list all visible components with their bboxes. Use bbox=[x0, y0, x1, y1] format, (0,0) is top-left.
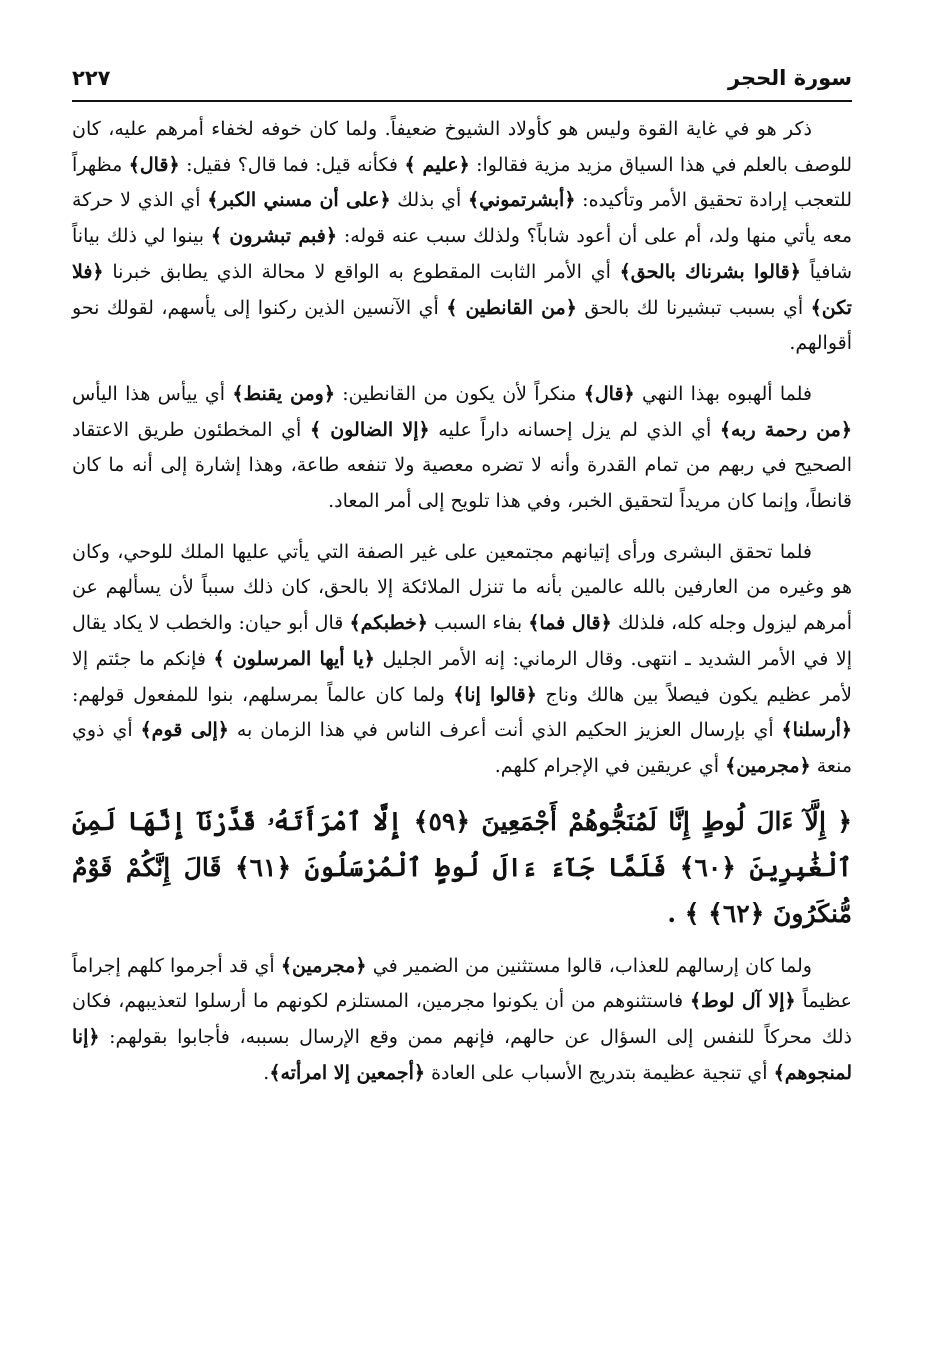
quran-quote: ﴿فلا تكن﴾ bbox=[72, 260, 852, 319]
quran-quote: ﴿فبم تبشرون ﴾ bbox=[210, 225, 338, 248]
commentary-text: أي المخطئون طريق الاعتقاد الصحيح في ربهم من تمام القدرة وأنه لا تضره معصية ولا تنفعه طاعة، وهذا إشارة إلى أنه ما كان قانطاً، وإنما كان مريداً لتحقيق الخبر، وفي هذا تلويح إلى أمر المعاد. bbox=[72, 418, 852, 513]
commentary-text: ولما كان عالماً بمرسلهم، بنوا للمفعول قولهم: bbox=[72, 683, 454, 706]
quran-quote: ﴿يا أيها المرسلون ﴾ bbox=[213, 647, 375, 670]
commentary-text: فلما تحقق البشرى ورأى إتيانهم مجتمعين على غير الصفة التي يأتي عليها الملك للوحي، وكان هو وغيره من العارفين بالله عالمين بأنه ما تنزل الملائكة إلا بالحق، كان ذلك سبباً لأن يسألهم عن أمرهم ليزول وجله كله، فلذلك bbox=[72, 540, 852, 635]
quran-quote: ﴿مجرمين﴾ bbox=[725, 754, 811, 777]
commentary-text: أي الذي لم يزل إحسانه داراً عليه bbox=[429, 418, 720, 441]
header-divider bbox=[72, 100, 852, 102]
commentary-text: أي الآنسين الذين ركنوا إلى يأسهم، لقولك نحو أقوالهم. bbox=[72, 296, 852, 355]
quran-quote: ﴿قال فما﴾ bbox=[528, 612, 612, 635]
quran-quote: ﴿من القانطين ﴾ bbox=[446, 296, 577, 319]
page-number: ٢٢٧ bbox=[72, 66, 111, 90]
quran-quote: ﴿عليم ﴾ bbox=[404, 153, 470, 176]
quran-quote: ﴿خطبكم﴾ bbox=[349, 612, 428, 635]
page-header bbox=[72, 62, 852, 96]
quran-quote: ﴿ومن يقنط﴾ bbox=[232, 382, 335, 405]
page-body bbox=[72, 112, 852, 1091]
commentary-text: قال أبو حيان: والخطب لا يكاد يقال إلا في الأمر الشديد ـ انتهى. وقال الرماني: إنه الأمر الجليل bbox=[72, 612, 852, 670]
quran-quote: ﴿أرسلنا﴾ bbox=[781, 719, 852, 742]
quran-quote: ﴿مجرمين﴾ bbox=[280, 954, 367, 977]
commentary-text: أي بذلك bbox=[390, 189, 468, 212]
quran-quote: ﴿أبشرتموني﴾ bbox=[467, 189, 576, 212]
quran-quote: ﴿إلا الضالون ﴾ bbox=[309, 418, 430, 441]
quran-quote: ﴿إنا لمنجوهم﴾ bbox=[72, 1026, 852, 1084]
commentary-text: . bbox=[263, 1061, 270, 1084]
commentary-text: فكأنه قيل: فما قال؟ فقيل: bbox=[179, 153, 405, 176]
commentary-text: منكراً لأن يكون من القانطين: bbox=[334, 382, 584, 405]
commentary-text: أي الأمر الثابت المقطوع به الواقع لا محالة الذي يطابق خبرنا bbox=[103, 260, 620, 283]
paragraph-3 bbox=[72, 535, 852, 785]
commentary-text: فاستثنوهم من أن يكونوا مجرمين، المستلزم لكونهم ما أرسلوا لتعذيبهم، فكان ذلك محركاً للنفس إلى السؤال عن حالهم، فإنهم ممن وقع الإرسال بسببه، فأجابوا بقولهم: bbox=[72, 990, 852, 1049]
commentary-text: بفاء السبب bbox=[427, 612, 529, 635]
quran-quote: ﴿أجمعين إلا امرأته﴾ bbox=[269, 1061, 426, 1084]
quran-quote: ﴿قالوا إنا﴾ bbox=[453, 683, 537, 706]
commentary-text: ذكر هو في غاية القوة وليس هو كأولاد الشيوخ ضعيفاً. ولما كان خوفه لخفاء أمرهم عليه، كان للوصف بالعلم في هذا السياق مزيد مزية فقالوا: bbox=[72, 118, 852, 176]
commentary-text: أي عريقين في الإجرام كلهم. bbox=[494, 754, 726, 777]
surah-name: سورة الحجر bbox=[727, 66, 852, 90]
commentary-text: بينوا لي ذلك بياناً شافياً bbox=[72, 225, 853, 283]
commentary-text: أي قد أجرموا كلهم إجراماً عظيماً bbox=[72, 954, 852, 1013]
commentary-text: أي تنجية عظيمة بتدريج الأسباب على العادة bbox=[425, 1061, 774, 1084]
paragraph-1 bbox=[72, 112, 852, 362]
commentary-text: ولما كان إرسالهم للعذاب، قالوا مستثنين من الضمير في bbox=[366, 954, 812, 977]
quran-quote: ﴿من رحمة ربه﴾ bbox=[719, 418, 852, 441]
quran-quote: ﴿إلى قوم﴾ bbox=[140, 719, 229, 742]
commentary-text: فإنكم ما جئتم إلا لأمر عظيم يكون فيصلاً بين هالك وناج bbox=[72, 647, 853, 706]
quran-quote: ﴿قال﴾ bbox=[128, 153, 180, 176]
commentary-text: أي ييأس هذا اليأس bbox=[72, 382, 233, 405]
paragraph-2 bbox=[72, 377, 852, 520]
commentary-text: مظهراً للتعجب إرادة تحقيق الأمر وتأكيده: bbox=[72, 153, 852, 212]
paragraph-4 bbox=[72, 949, 852, 1092]
commentary-text: فلما ألهبوه بهذا النهي bbox=[634, 382, 812, 405]
quran-verse-text: ﴿ إِلَّآ ءَالَ لُوطٍ إِنَّا لَمُنَجُّوهُمْ أَجْمَعِينَ ﴿٥٩﴾ إِلَّا ٱمْرَأَتَهُۥ قَدَّرْنَآ إِنَّهَا لَمِنَ ٱلْغَٰبِرِينَ ﴿٦٠﴾ فَلَمَّا جَآءَ ءَالَ لُوطٍ ٱلْمُرْسَلُونَ ﴿٦١﴾ قَالَ إِنَّكُمْ قَوْمٌ مُّنكَرُونَ ﴿٦٢﴾ ﴾ . bbox=[72, 806, 852, 928]
quran-quote: ﴿إلا آل لوط﴾ bbox=[690, 990, 796, 1013]
quran-quote: ﴿قال﴾ bbox=[583, 382, 635, 405]
quran-quote: ﴿على أن مسني الكبر﴾ bbox=[207, 189, 391, 212]
commentary-text: أي بسبب تبشيرنا لك بالحق bbox=[576, 296, 811, 319]
commentary-text: أي ذوي منعة bbox=[72, 719, 852, 777]
commentary-text: أي الذي لا حركة معه يأتي منها ولد، أم على أن أعود شاباً؟ ولذلك سبب عنه قوله: bbox=[72, 189, 852, 248]
quran-verse-block bbox=[72, 799, 852, 937]
quran-quote: ﴿قالوا بشرناك بالحق﴾ bbox=[619, 260, 801, 283]
commentary-text: أي بإرسال العزيز الحكيم الذي أنت أعرف الناس في هذا الزمان به bbox=[228, 719, 782, 742]
